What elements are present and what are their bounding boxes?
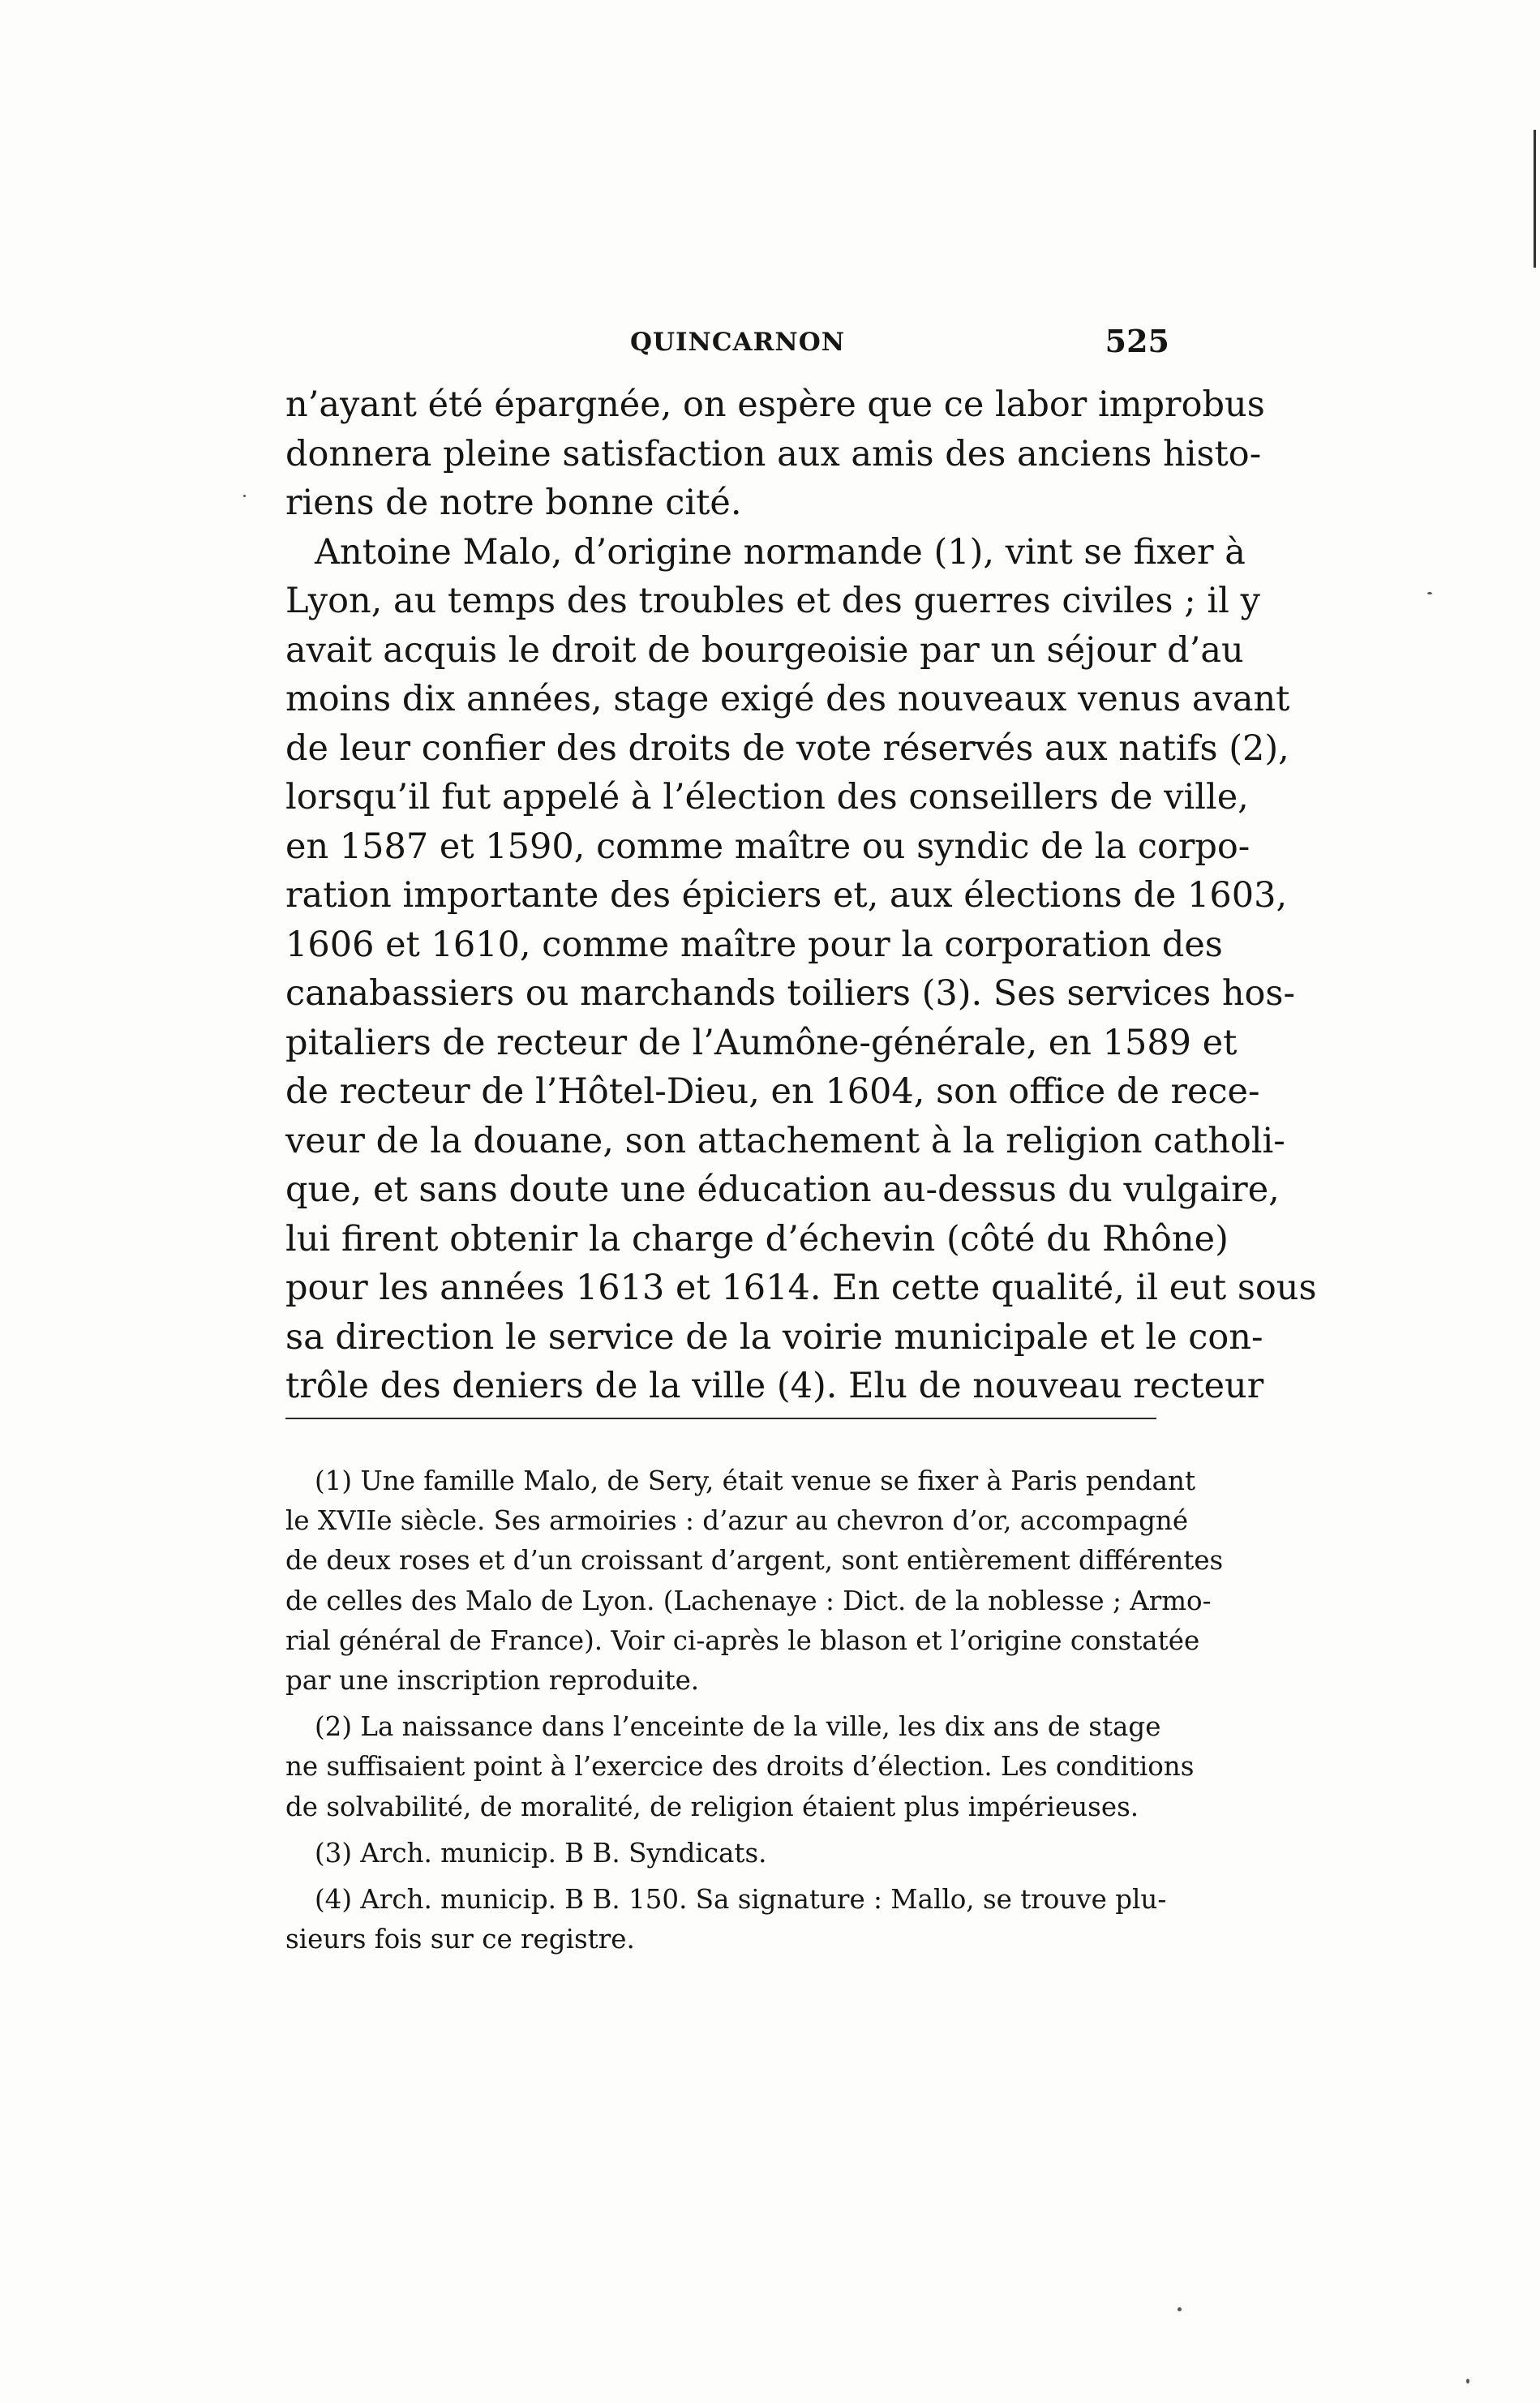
text-line: de recteur de l’Hôtel-Dieu, en 1604, son office de rece- [285,1071,1260,1112]
running-title: QUINCARNON [630,328,846,357]
scan-speck [1466,2379,1469,2384]
text-line: lui firent obtenir la charge d’échevin (côté du Rhône) [285,1218,1229,1259]
text-line: pour les années 1613 et 1614. En cette qualité, il eut sous [285,1268,1317,1308]
footnote-line: (3) Arch. municip. B B. Syndicats. [315,1837,767,1869]
text-line: donnera pleine satisfaction aux amis des anciens histo- [285,433,1262,474]
footnote-line: (4) Arch. municip. B B. 150. Sa signature : Mallo, se trouve plu- [315,1883,1167,1915]
text-line: n’ayant été épargnée, on espère que ce labor improbus [285,384,1265,425]
scan-edge-mark [1534,130,1536,268]
page-number: 525 [1105,323,1169,359]
text-line: sa direction le service de la voirie municipale et le con- [285,1316,1263,1358]
text-line: riens de notre bonne cité. [285,483,742,523]
footnote-line: rial général de France). Voir ci-après le blason et l’origine constatée [285,1624,1200,1656]
text-line: moins dix années, stage exigé des nouveaux venus avant [285,679,1290,719]
footnotes [285,1462,1224,1960]
footnote-line: (2) La naissance dans l’enceinte de la ville, les dix ans de stage [315,1711,1161,1743]
footnote-line: de solvabilité, de moralité, de religion étaient plus impérieuses. [285,1791,1139,1822]
scan-speck [1178,2307,1182,2311]
footnote-line: par une inscription reproduite. [285,1664,700,1696]
footnote-line: de celles des Malo de Lyon. (Lachenaye : Dict. de la noblesse ; Armo- [285,1585,1212,1616]
text-line: 1606 et 1610, comme maître pour la corporation des [285,924,1223,965]
footnote-line: sieurs fois sur ce registre. [285,1924,635,1955]
text-line: Antoine Malo, d’origine normande (1), vint se fixer à [315,531,1246,573]
footnote-separator [285,1418,1156,1419]
text-line: en 1587 et 1590, comme maître ou syndic de la corpo- [285,826,1250,867]
text-line: lorsqu’il fut appelé à l’élection des conseillers de ville, [285,777,1249,817]
text-line: Lyon, au temps des troubles et des guerres civiles ; il y [285,581,1260,621]
footnote-line: le XVIIe siècle. Ses armoiries : d’azur au chevron d’or, accompagné [285,1505,1189,1537]
text-line: avait acquis le droit de bourgeoisie par un séjour d’au [285,629,1244,671]
page-header [285,323,1169,363]
text-line: trôle des deniers de la ville (4). Elu de nouveau recteur [285,1366,1264,1406]
footnote-line: (1) Une famille Malo, de Sery, était venue se fixer à Paris pendant [315,1465,1196,1496]
main-text [285,381,1317,1412]
text-line: pitaliers de recteur de l’Aumône-générale, en 1589 et [285,1022,1238,1063]
text-line: veur de la douane, son attachement à la religion catholi- [285,1120,1285,1161]
text-line: canabassiers ou marchands toiliers (3). Ses services hos- [285,973,1296,1014]
text-line: ration importante des épiciers et, aux élections de 1603, [285,875,1288,916]
text-line: de leur confier des droits de vote réservés aux natifs (2), [285,727,1289,769]
footnote-line: de deux roses et d’un croissant d’argent, sont entièrement différentes [285,1545,1224,1577]
scan-speck [243,495,246,497]
text-line: que, et sans doute une éducation au-dessus du vulgaire, [285,1169,1280,1210]
scan-speck [1427,592,1432,594]
footnote-line: ne suffisaient point à l’exercice des droits d’élection. Les conditions [285,1751,1195,1783]
